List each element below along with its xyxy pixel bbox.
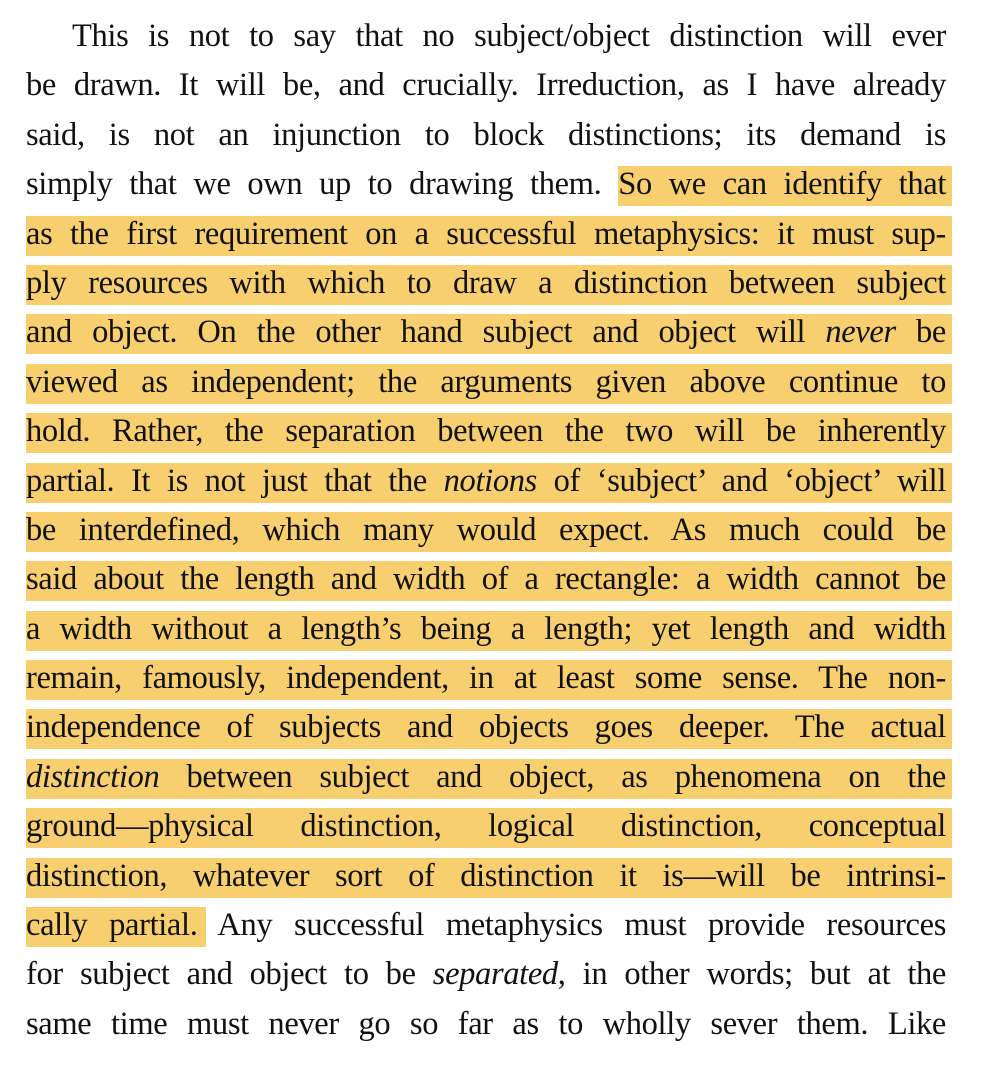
line-text <box>26 950 946 999</box>
text-line <box>26 358 946 407</box>
text-line <box>26 61 946 110</box>
highlighted-segment: cally partial. <box>26 907 198 944</box>
italic-segment: never <box>825 314 896 351</box>
plain-segment: of ‘subject’ and ‘object’ will <box>536 462 946 499</box>
line-text: distinction, whatever sort of distinction it is—will be intrinsi- <box>26 857 946 894</box>
text-line <box>26 457 946 506</box>
plain-segment: , in other words; but at the <box>557 956 947 993</box>
plain-segment: simply that we own up to drawing them. <box>26 166 619 203</box>
plain-segment: Any successful metaphysics must provide resources <box>197 907 946 944</box>
text-line <box>26 1000 946 1049</box>
line-text <box>26 753 946 802</box>
plain-segment: for subject and object to be <box>26 956 433 993</box>
text-line <box>26 703 946 752</box>
text-line <box>26 753 946 802</box>
line-text: independence of subjects and objects goes deeper. The actual <box>26 709 946 746</box>
line-text: hold. Rather, the separation between the two will be inherently <box>26 413 946 450</box>
plain-segment: be <box>895 314 946 351</box>
italic-segment: distinction <box>26 758 160 795</box>
plain-segment: between subject and object, as phenomena on the <box>159 758 946 795</box>
italic-segment: separated <box>432 956 558 993</box>
line-text: said about the length and width of a rectangle: a width cannot be <box>26 561 946 598</box>
text-line <box>26 901 946 950</box>
line-text <box>26 160 946 209</box>
line-text: a width without a length’s being a length; yet length and width <box>26 610 946 647</box>
text-line <box>26 160 946 209</box>
line-text: be interdefined, which many would expect. As much could be <box>26 511 946 548</box>
text-line <box>26 210 946 259</box>
plain-segment: and object. On the other hand subject and object will <box>26 314 826 351</box>
text-line <box>26 506 946 555</box>
line-text: same time must never go so far as to wholly sever them. Like <box>26 1005 946 1042</box>
line-text: This is not to say that no subject/object distinction will ever <box>72 18 946 54</box>
line-text: ply resources with which to draw a distinction between subject <box>26 264 946 301</box>
text-line <box>26 111 946 160</box>
line-text: said, is not an injunction to block distinctions; its demand is <box>26 116 946 153</box>
text-line <box>26 12 946 61</box>
text-line <box>26 308 946 357</box>
plain-segment: partial. It is not just that the <box>26 462 444 499</box>
text-line <box>26 407 946 456</box>
line-text: remain, famously, independent, in at least some sense. The non- <box>26 660 946 697</box>
document-page <box>26 12 946 1049</box>
line-text: viewed as independent; the arguments given above continue to <box>26 363 946 400</box>
text-line <box>26 950 946 999</box>
text-line <box>26 802 946 851</box>
line-text: ground—physical distinction, logical distinction, conceptual <box>26 808 946 845</box>
text-line <box>26 555 946 604</box>
line-text <box>26 901 946 950</box>
text-line <box>26 852 946 901</box>
line-text <box>26 457 946 506</box>
highlighted-segment: So we can identify that <box>618 166 947 203</box>
line-text: be drawn. It will be, and crucially. Irreduction, as I have already <box>26 67 946 104</box>
text-line <box>26 259 946 308</box>
italic-segment: notions <box>443 462 537 499</box>
line-text: as the first requirement on a successful metaphysics: it must sup- <box>26 215 946 252</box>
text-line <box>26 654 946 703</box>
line-text <box>26 308 946 357</box>
text-line <box>26 605 946 654</box>
